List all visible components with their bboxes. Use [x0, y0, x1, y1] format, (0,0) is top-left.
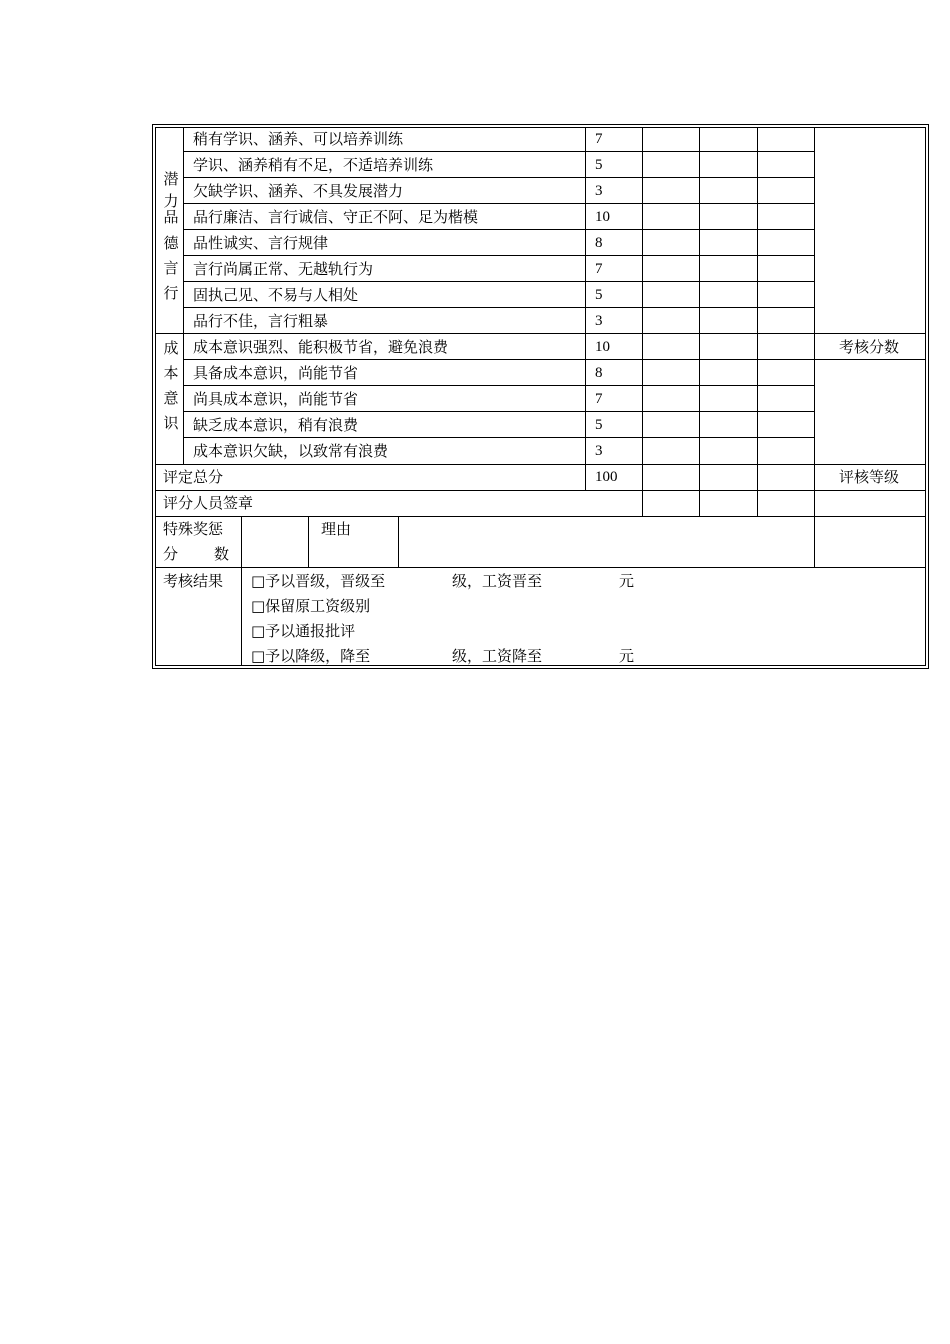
- criterion-score: 3: [595, 183, 603, 199]
- section-label-potential-char: 潜: [163, 170, 179, 188]
- criterion-text: 品行不佳，言行粗暴: [193, 312, 329, 330]
- divider: [183, 281, 814, 282]
- divider: [183, 411, 814, 412]
- criterion-text: 固执己见、不易与人相处: [193, 286, 359, 304]
- result-option-keep[interactable]: □保留原工资级别: [251, 597, 371, 615]
- special-label-line2-b: 数: [214, 545, 230, 563]
- criterion-text: 缺乏成本意识，稍有浪费: [193, 416, 359, 434]
- criterion-text: 学识、涵养稍有不足，不适培养训练: [193, 156, 434, 174]
- divider: [183, 203, 814, 204]
- divider: [241, 516, 242, 666]
- reason-label: 理由: [321, 520, 352, 538]
- criterion-score: 3: [595, 443, 603, 459]
- criterion-score: 10: [595, 209, 610, 225]
- section-label-potential-char: 力: [163, 192, 179, 210]
- divider: [155, 567, 926, 568]
- special-label-line2-a: 分: [163, 545, 179, 563]
- section-label-cost-char: 本: [163, 364, 179, 382]
- criterion-text: 欠缺学识、涵养、不具发展潜力: [193, 182, 404, 200]
- divider: [699, 127, 700, 516]
- criterion-score: 7: [595, 131, 603, 147]
- criterion-text: 具备成本意识，尚能节省: [193, 364, 359, 382]
- total-score-value: 100: [595, 469, 618, 485]
- divider: [183, 177, 814, 178]
- criterion-score: 5: [595, 417, 603, 433]
- criterion-score: 10: [595, 339, 610, 355]
- section-label-conduct-char: 言: [163, 259, 179, 277]
- divider: [155, 333, 926, 334]
- criterion-text: 成本意识欠缺，以致常有浪费: [193, 442, 389, 460]
- divider: [155, 464, 926, 465]
- section-label-cost-char: 意: [163, 389, 179, 407]
- criterion-text: 稍有学识、涵养、可以培养训练: [193, 130, 404, 148]
- divider: [155, 516, 926, 517]
- result-option-demote[interactable]: □予以降级，降至: [251, 647, 371, 665]
- criterion-score: 7: [595, 391, 603, 407]
- result-option-promote-unit: 元: [619, 572, 635, 590]
- divider: [183, 359, 926, 360]
- criterion-text: 品行廉洁、言行诚信、守正不阿、足为楷模: [193, 208, 479, 226]
- divider: [398, 516, 399, 568]
- total-score-label: 评定总分: [163, 468, 224, 486]
- divider: [308, 516, 309, 568]
- criterion-text: 尚具成本意识，尚能节省: [193, 390, 359, 408]
- result-option-demote-unit: 元: [619, 647, 635, 665]
- divider: [814, 127, 815, 568]
- section-label-cost-char: 识: [163, 414, 179, 432]
- criterion-score: 8: [595, 235, 603, 251]
- divider: [183, 385, 814, 386]
- criterion-text: 成本意识强烈、能积极节省，避免浪费: [193, 338, 449, 356]
- criterion-score: 3: [595, 313, 603, 329]
- divider: [183, 151, 814, 152]
- criterion-text: 品性诚实、言行规律: [193, 234, 329, 252]
- divider: [642, 127, 643, 516]
- divider: [183, 307, 814, 308]
- criterion-text: 言行尚属正常、无越轨行为: [193, 260, 374, 278]
- result-label: 考核结果: [163, 572, 224, 590]
- signature-label: 评分人员签章: [163, 494, 254, 512]
- divider: [183, 229, 814, 230]
- section-label-conduct-char: 德: [163, 234, 179, 252]
- assessment-score-label: 考核分数: [839, 338, 900, 356]
- result-option-demote-salary: 级，工资降至: [452, 647, 543, 665]
- assessment-grade-label: 评核等级: [839, 468, 900, 486]
- section-label-cost-char: 成: [163, 339, 179, 357]
- section-label-conduct-char: 品: [163, 208, 179, 226]
- criterion-score: 5: [595, 157, 603, 173]
- result-option-promote[interactable]: □予以晋级，晋级至: [251, 572, 386, 590]
- criterion-score: 5: [595, 287, 603, 303]
- divider: [183, 255, 814, 256]
- criterion-score: 7: [595, 261, 603, 277]
- divider: [757, 127, 758, 516]
- criterion-score: 8: [595, 365, 603, 381]
- special-label-line1: 特殊奖惩: [163, 520, 224, 538]
- result-option-promote-salary: 级，工资晋至: [452, 572, 543, 590]
- divider: [183, 437, 814, 438]
- section-label-conduct-char: 行: [163, 284, 179, 302]
- divider: [155, 490, 926, 491]
- result-option-notice[interactable]: □予以通报批评: [251, 622, 356, 640]
